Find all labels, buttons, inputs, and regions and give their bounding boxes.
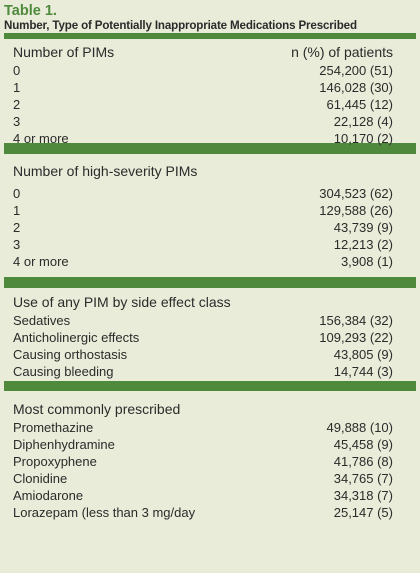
section-most-commonly-prescribed	[0, 391, 420, 521]
row-label: 0	[13, 186, 21, 201]
row-value: 109,293 (22)	[319, 330, 393, 345]
table-row	[0, 312, 420, 329]
table-row	[0, 236, 420, 253]
section-header: Use of any PIM by side effect class	[13, 294, 231, 310]
row-value: 304,523 (62)	[319, 186, 393, 201]
table-title: Table 1.	[4, 3, 57, 19]
table-subtitle: Number, Type of Potentially Inappropriate Medications Prescribed	[4, 19, 357, 32]
row-label: Amiodarone	[13, 488, 84, 503]
section-header: Number of PIMs	[13, 44, 115, 60]
row-value: 12,213 (2)	[333, 237, 393, 252]
row-value: 22,128 (4)	[333, 114, 393, 129]
row-value: 3,908 (1)	[340, 254, 393, 269]
section-header-row	[0, 399, 420, 419]
table-row	[0, 113, 420, 130]
table-row	[0, 346, 420, 363]
table-row	[0, 79, 420, 96]
section-header: Number of high-severity PIMs	[13, 163, 198, 179]
row-value: 61,445 (12)	[326, 97, 393, 112]
section-header-row	[0, 42, 420, 62]
row-value: 34,765 (7)	[333, 471, 393, 486]
row-label: 1	[13, 80, 21, 95]
table-row	[0, 219, 420, 236]
table-row	[0, 329, 420, 346]
row-label: 2	[13, 220, 21, 235]
row-label: 2	[13, 97, 21, 112]
table-row	[0, 96, 420, 113]
divider	[4, 277, 416, 288]
table-row	[0, 470, 420, 487]
table-row	[0, 504, 420, 521]
row-value: 34,318 (7)	[333, 488, 393, 503]
column-header-n-percent: n (%) of patients	[291, 44, 393, 60]
row-label: 1	[13, 203, 21, 218]
row-value: 43,739 (9)	[333, 220, 393, 235]
row-label: Promethazine	[13, 420, 94, 435]
table-row	[0, 62, 420, 79]
divider	[4, 381, 416, 391]
row-label: Propoxyphene	[13, 454, 97, 469]
row-label: Lorazepam (less than 3 mg/day	[13, 505, 196, 520]
table-row	[0, 436, 420, 453]
row-label: Clonidine	[13, 471, 68, 486]
row-value: 129,588 (26)	[319, 203, 393, 218]
row-value: 45,458 (9)	[333, 437, 393, 452]
row-label: 3	[13, 114, 21, 129]
row-label: Anticholinergic effects	[13, 330, 140, 345]
table-row	[0, 130, 420, 147]
table-row	[0, 253, 420, 270]
section-header-row	[0, 292, 420, 312]
row-value: 41,786 (8)	[333, 454, 393, 469]
row-value: 25,147 (5)	[333, 505, 393, 520]
table-row	[0, 202, 420, 219]
table-row	[0, 363, 420, 380]
section-number-of-pims	[0, 39, 420, 146]
section-header-row	[0, 160, 420, 185]
table-row	[0, 419, 420, 436]
row-label: 3	[13, 237, 21, 252]
row-value: 14,744 (3)	[333, 364, 393, 379]
row-value: 156,384 (32)	[319, 313, 393, 328]
table-row	[0, 453, 420, 470]
row-label: Diphenhydramine	[13, 437, 115, 452]
row-label: Causing orthostasis	[13, 347, 128, 362]
row-value: 146,028 (30)	[319, 80, 393, 95]
row-value: 254,200 (51)	[319, 63, 393, 78]
row-value: 43,805 (9)	[333, 347, 393, 362]
row-label: Causing bleeding	[13, 364, 114, 379]
section-side-effect-class	[0, 288, 420, 381]
row-label: 4 or more	[13, 254, 69, 269]
row-value: 49,888 (10)	[326, 420, 393, 435]
row-label: Sedatives	[13, 313, 71, 328]
table-row	[0, 487, 420, 504]
row-label: 4 or more	[13, 131, 69, 146]
section-header: Most commonly prescribed	[13, 401, 181, 417]
row-label: 0	[13, 63, 21, 78]
table-row	[0, 185, 420, 202]
section-high-severity-pims	[0, 154, 420, 277]
row-value: 10,170 (2)	[333, 131, 393, 146]
